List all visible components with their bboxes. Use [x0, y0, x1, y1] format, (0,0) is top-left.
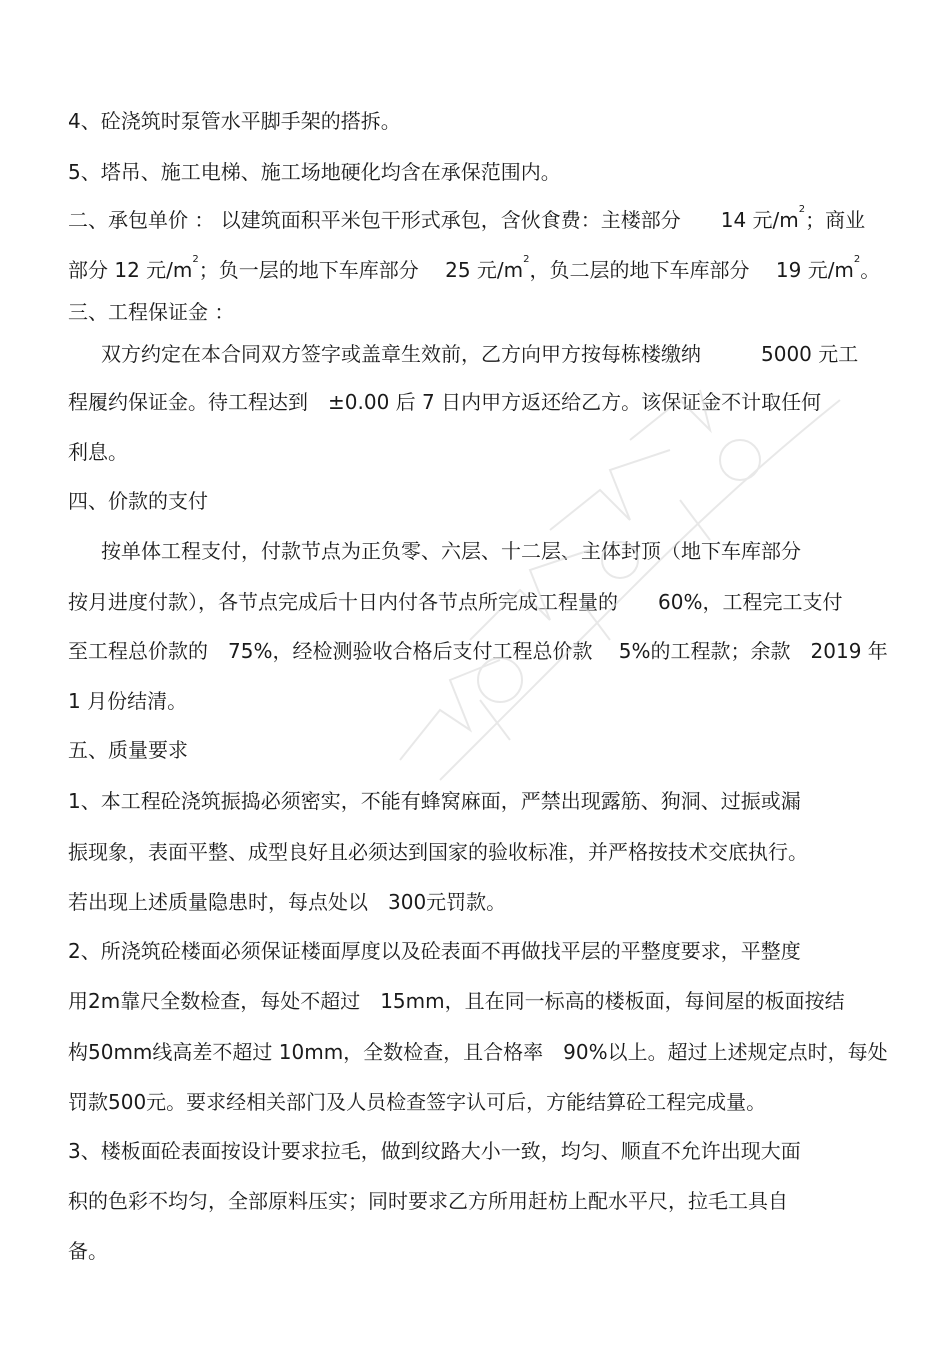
text-span: 部分 12 元/m — [68, 258, 193, 282]
section-heading: 三、工程保证金 ： — [68, 300, 235, 324]
text-line: 1、本工程砼浇筑振捣必须密实，不能有蜂窝麻面，严禁出现露筋、狗洞、过振或漏 — [68, 789, 801, 813]
text-span: ；负一层的地下车库部分 25 元/m — [198, 258, 524, 282]
text-line: 双方约定在本合同双方签字或盖章生效前，乙方向甲方按每栋楼缴纳 5000 元工 — [101, 342, 859, 366]
text-line: 构50mm线高差不超过 10mm，全数检查，且合格率 90%以上。超过上述规定点时，每处 — [68, 1040, 888, 1064]
superscript: 2 — [798, 204, 806, 215]
text-line: 用2m靠尺全数检查，每处不超过 15mm，且在同一标高的楼板面，每间屋的板面按结 — [68, 989, 845, 1013]
text-line: 若出现上述质量隐患时，每点处以 300元罚款。 — [68, 890, 507, 914]
superscript: 2 — [853, 254, 861, 265]
text-line — [68, 204, 888, 233]
text-line: 利息。 — [68, 440, 128, 464]
text-line: 至工程总价款的 75%，经检测验收合格后支付工程总价款 5%的工程款；余款 2019 年 — [68, 639, 888, 663]
text-line: 备。 — [68, 1239, 108, 1263]
text-line: 1 月份结清。 — [68, 689, 188, 713]
text-line: 振现象，表面平整、成型良好且必须达到国家的验收标准，并严格按技术交底执行。 — [68, 840, 808, 864]
superscript: 2 — [192, 254, 199, 265]
text-line: 4、砼浇筑时泵管水平脚手架的搭拆。 — [68, 109, 401, 133]
text-span: ，负二层的地下车库部分 19 元/m — [529, 258, 854, 282]
text-line: 按单体工程支付，付款节点为正负零、六层、十二层、主体封顶（地下车库部分 — [101, 539, 801, 563]
text-line: 按月进度付款），各节点完成后十日内付各节点所完成工程量的 60%，工程完工支付 — [68, 590, 843, 614]
text-line: 5、塔吊、施工电梯、施工场地硬化均含在承保范围内。 — [68, 160, 561, 184]
text-span: 。 — [860, 258, 881, 282]
text-line: 2、所浇筑砼楼面必须保证楼面厚度以及砼表面不再做找平层的平整度要求，平整度 — [68, 939, 801, 963]
superscript: 2 — [523, 254, 530, 265]
text-line: 罚款500元。要求经相关部门及人员检查签字认可后，方能结算砼工程完成量。 — [68, 1090, 767, 1114]
text-span: ；商业 — [805, 208, 866, 232]
text-span: 二、承包单价 ： 以建筑面积平米包干形式承包，含伙食费：主楼部分 14 元/m — [68, 208, 799, 232]
text-line: 3、楼板面砼表面按设计要求拉毛，做到纹路大小一致，均匀、顺直不允许出现大面 — [68, 1139, 801, 1163]
text-line: 积的色彩不均匀，全部原料压实；同时要求乙方所用赶枋上配水平尺，拉毛工具自 — [68, 1189, 788, 1213]
text-line: 程履约保证金。待工程达到 ±0.00 后 7 日内甲方返还给乙方。该保证金不计取任何 — [68, 390, 822, 414]
section-heading: 四、价款的支付 — [68, 489, 208, 513]
section-heading: 五、质量要求 — [68, 738, 188, 762]
text-line — [68, 254, 888, 283]
